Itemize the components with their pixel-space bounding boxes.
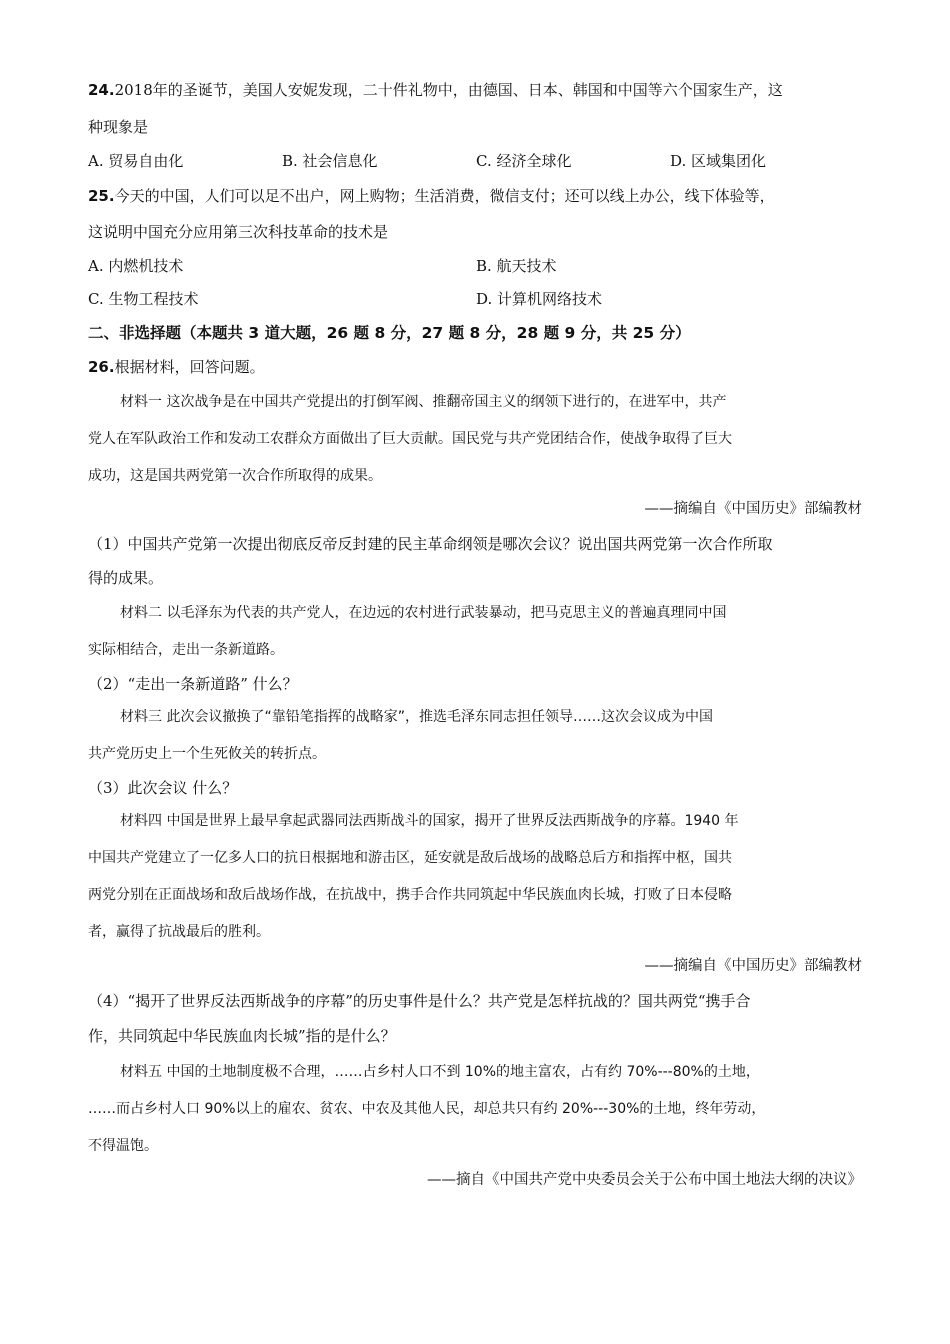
material-5-line-1: 材料五 中国的土地制度极不合理，……占乡村人口不到 10%的地主富农，占有约 70%---80%的土地， xyxy=(120,1064,760,1080)
question-25-line-2: 这说明中国充分应用第三次科技革命的技术是 xyxy=(88,223,389,241)
option-b: B. 社会信息化 xyxy=(282,152,378,170)
part-3: （3）此次会议 什么？ xyxy=(88,779,238,797)
question-25-line-1 xyxy=(88,186,775,206)
option-b: B. 航天技术 xyxy=(476,257,557,275)
material-4-source: ——摘编自《中国历史》部编教材 xyxy=(644,958,862,974)
question-text: 今天的中国，人们可以足不出户，网上购物；生活消费，微信支付；还可以线上办公，线下体验等， xyxy=(114,187,775,205)
question-number: 26. xyxy=(88,358,115,376)
section-heading: 二、非选择题（本题共 3 道大题，26 题 8 分，27 题 8 分，28 题 9 分，共 25 分） xyxy=(88,324,691,342)
part-1-line-2: 得的成果。 xyxy=(88,569,164,587)
part-2: （2）“走出一条新道路” 什么？ xyxy=(88,675,298,693)
material-4-line-2: 中国共产党建立了一亿多人口的抗日根据地和游击区，延安就是敌后战场的战略总后方和指挥中枢，国共 xyxy=(88,850,732,866)
material-1-source: ——摘编自《中国历史》部编教材 xyxy=(644,501,862,517)
material-4-line-1: 材料四 中国是世界上最早拿起武器同法西斯战斗的国家，揭开了世界反法西斯战争的序幕。1940 年 xyxy=(120,813,739,829)
material-4-line-4: 者，赢得了抗战最后的胜利。 xyxy=(88,924,270,940)
material-2-line-1: 材料二 以毛泽东为代表的共产党人，在边远的农村进行武装暴动，把马克思主义的普遍真理同中国 xyxy=(120,605,727,621)
question-26-intro xyxy=(88,357,265,377)
question-number: 25. xyxy=(88,187,115,205)
option-a: A. 贸易自由化 xyxy=(88,152,184,170)
material-5-line-2: ……而占乡村人口 90%以上的雇农、贫农、中农及其他人民，却总共只有约 20%---30%的土地，终年劳动， xyxy=(88,1101,766,1117)
material-4-line-3: 两党分别在正面战场和敌后战场作战，在抗战中，携手合作共同筑起中华民族血肉长城，打败了日本侵略 xyxy=(88,887,732,903)
option-c: C. 生物工程技术 xyxy=(88,290,199,308)
material-2-line-2: 实际相结合，走出一条新道路。 xyxy=(88,642,284,658)
material-1-line-1: 材料一 这次战争是在中国共产党提出的打倒军阀、推翻帝国主义的纲领下进行的，在进军中，共产 xyxy=(120,394,727,410)
part-4-line-2: 作，共同筑起中华民族血肉长城”指的是什么？ xyxy=(88,1027,396,1045)
option-a: A. 内燃机技术 xyxy=(88,257,184,275)
question-text: 2018年的圣诞节，美国人安妮发现，二十件礼物中，由德国、日本、韩国和中国等六个国家生产，这 xyxy=(114,81,783,99)
material-3-line-2: 共产党历史上一个生死攸关的转折点。 xyxy=(88,746,326,762)
material-5-line-3: 不得温饱。 xyxy=(88,1138,158,1154)
option-d: D. 计算机网络技术 xyxy=(476,290,603,308)
material-5-source: ——摘自《中国共产党中央委员会关于公布中国土地法大纲的决议》 xyxy=(427,1172,862,1188)
option-c: C. 经济全球化 xyxy=(476,152,572,170)
part-1-line-1: （1）中国共产党第一次提出彻底反帝反封建的民主革命纲领是哪次会议？说出国共两党第一次合作所取 xyxy=(88,535,773,553)
material-3-line-1: 材料三 此次会议撤换了“靠铅笔指挥的战略家”，推选毛泽东同志担任领导……这次会议成为中国 xyxy=(120,709,713,725)
question-24-line-2: 种现象是 xyxy=(88,118,149,136)
part-4-line-1: （4）“揭开了世界反法西斯战争的序幕”的历史事件是什么？共产党是怎样抗战的？国共两党“携手合 xyxy=(88,992,751,1010)
question-number: 24. xyxy=(88,81,115,99)
material-1-line-3: 成功，这是国共两党第一次合作所取得的成果。 xyxy=(88,468,382,484)
question-24-line-1 xyxy=(88,80,783,100)
question-text: 根据材料，回答问题。 xyxy=(114,358,265,376)
material-1-line-2: 党人在军队政治工作和发动工农群众方面做出了巨大贡献。国民党与共产党团结合作，使战争取得了巨大 xyxy=(88,431,732,447)
option-d: D. 区域集团化 xyxy=(670,152,767,170)
